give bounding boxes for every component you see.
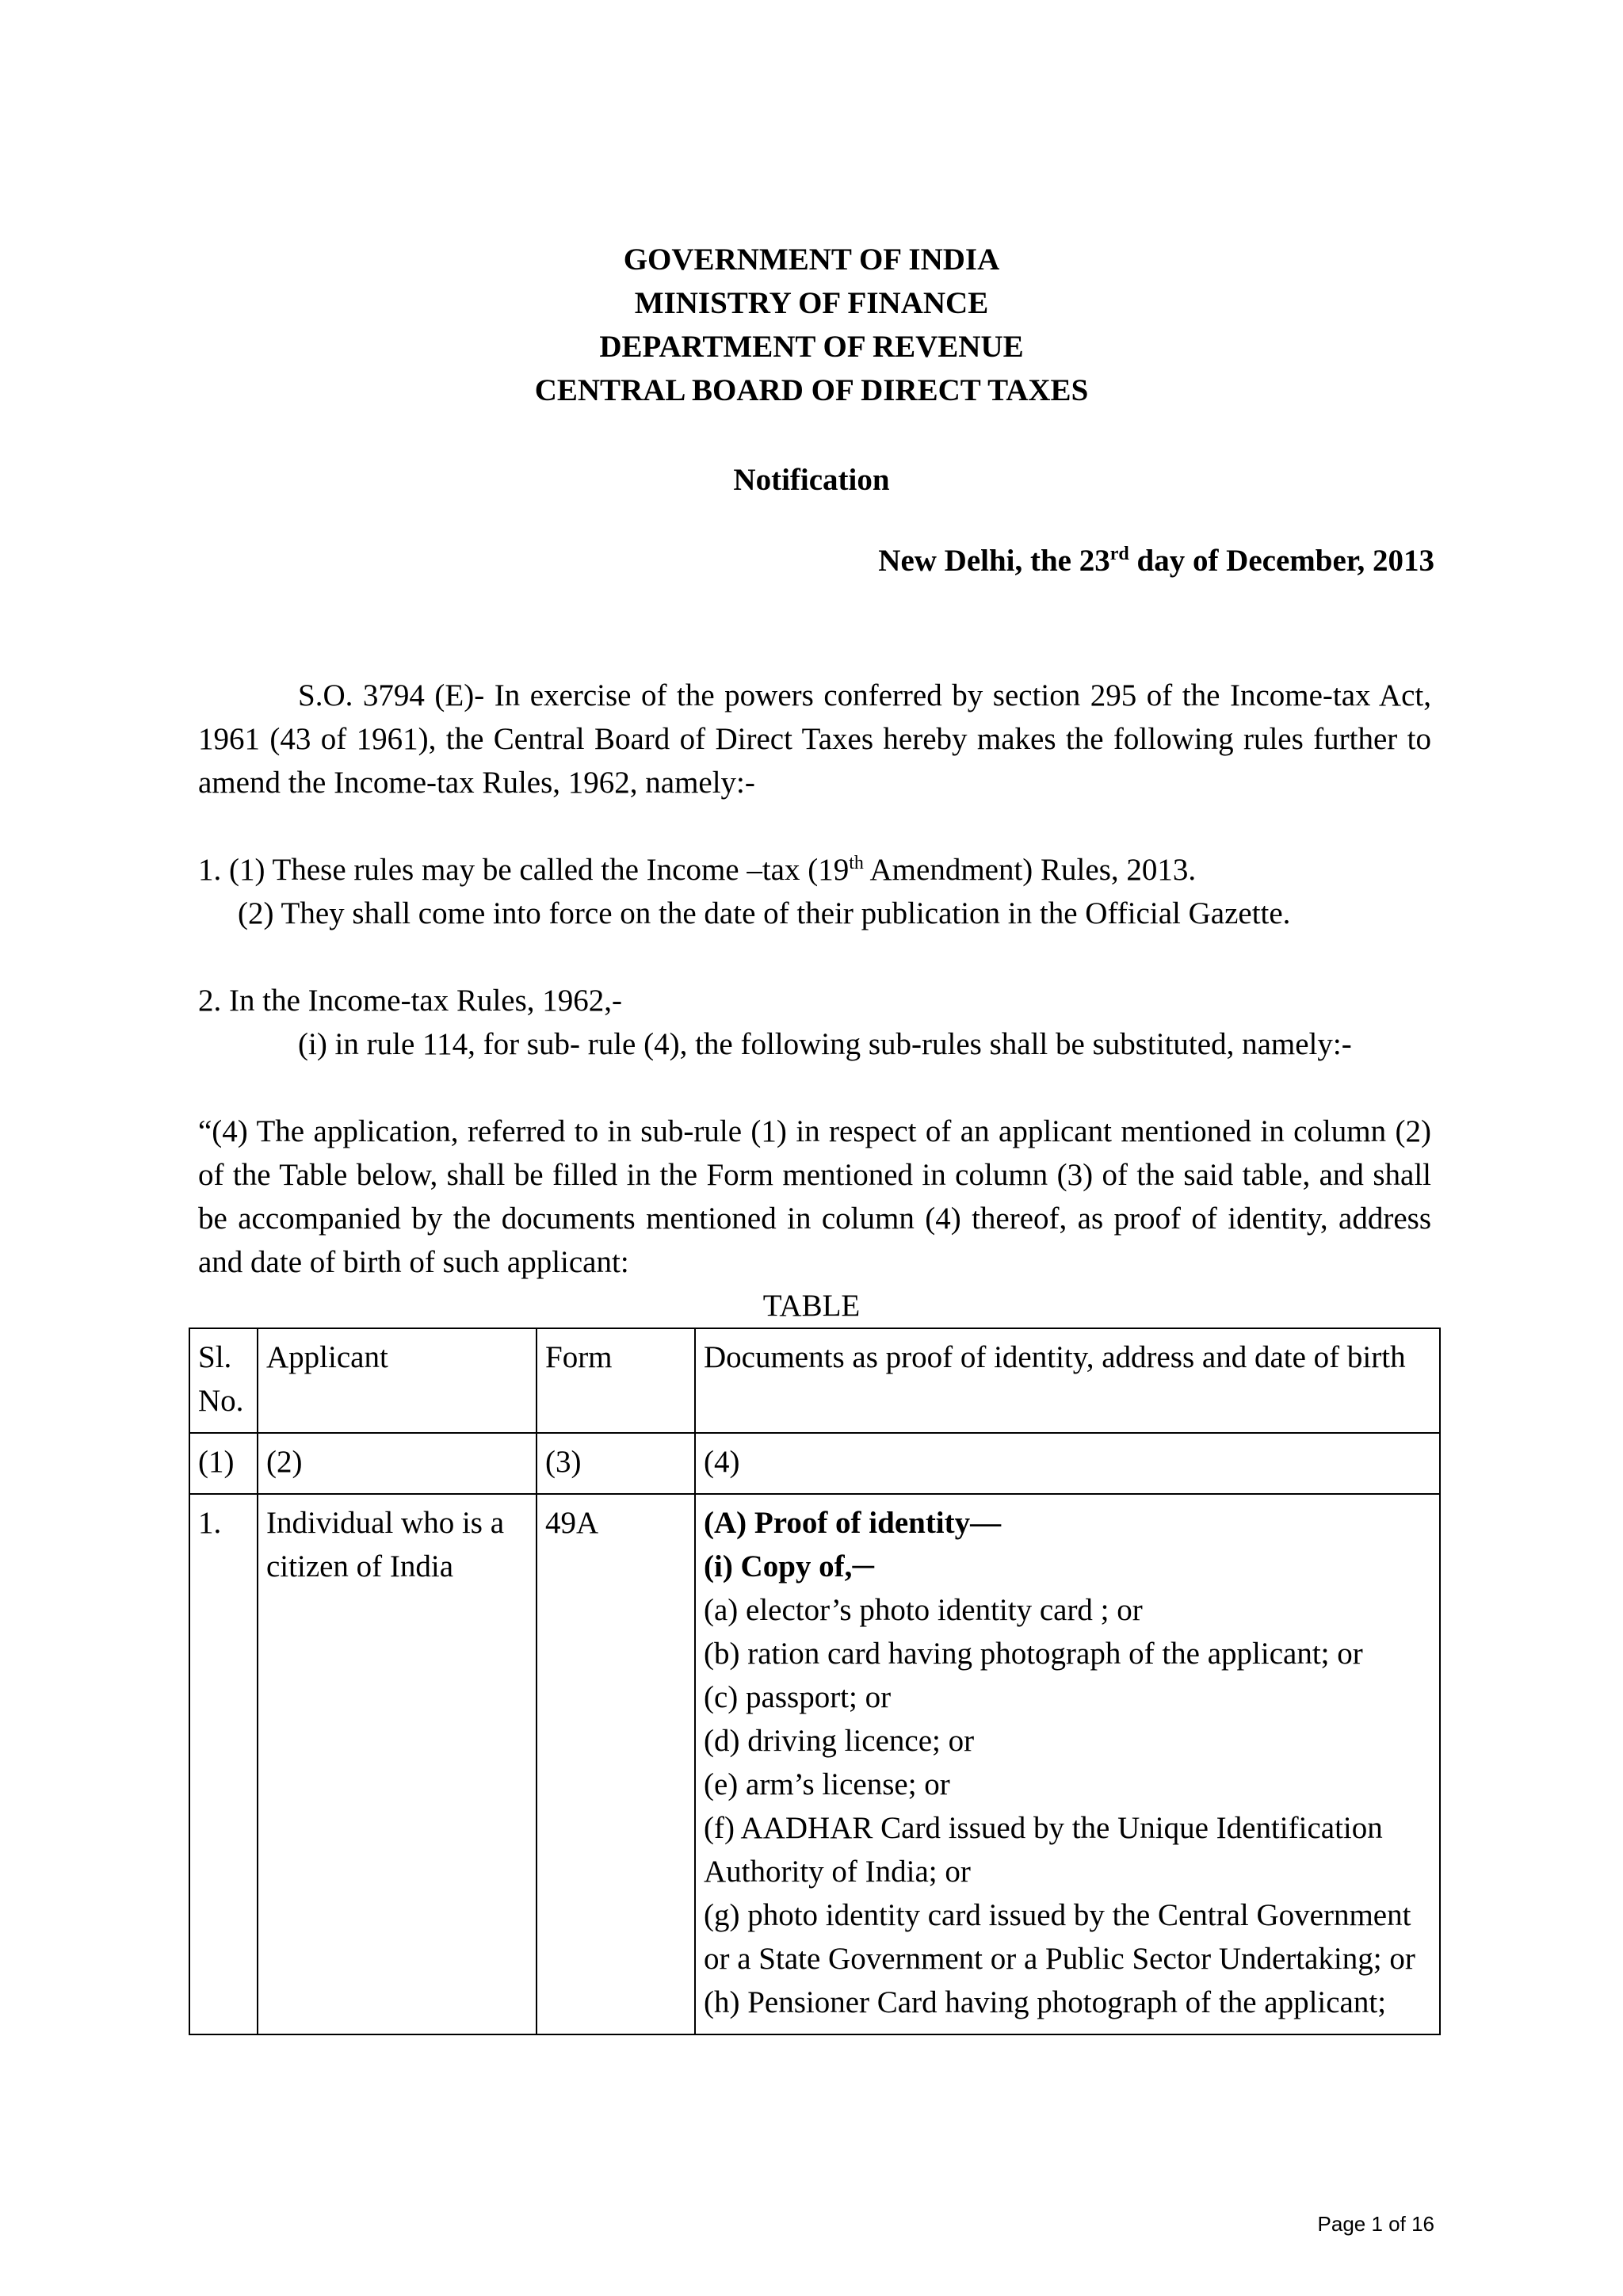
list-item: (d) driving licence; or (704, 1724, 975, 1758)
list-item: (e) arm’s license; or (704, 1767, 950, 1801)
rule-2 (198, 979, 1431, 1066)
rule-2-intro: 2. In the Income-tax Rules, 1962,- (198, 984, 623, 1018)
header-documents: Documents as proof of identity, address and date of birth (695, 1328, 1440, 1433)
header-department: DEPARTMENT OF REVENUE (599, 330, 1024, 364)
rule-1-title-rest: Amendment) Rules, 2013. (863, 853, 1197, 887)
rule-1-short-title (198, 848, 1431, 892)
rule-1 (198, 848, 1431, 935)
copy-of-subheading: (i) Copy of,─ (704, 1549, 875, 1584)
header-applicant: Applicant (258, 1328, 537, 1433)
list-item: (f) AADHAR Card issued by the Unique Identification Authority of India; or (704, 1811, 1383, 1889)
row-form: 49A (537, 1494, 695, 2034)
letterhead (0, 238, 1623, 412)
row-applicant: Individual who is a citizen of India (258, 1494, 537, 2034)
table-row (189, 1494, 1440, 2034)
col-number-3: (3) (537, 1433, 695, 1494)
rule-1-title-prefix: 1. (1) These rules may be called the Income –tax (19 (198, 853, 850, 887)
header-government: GOVERNMENT OF INDIA (623, 243, 1000, 277)
col-number-4: (4) (695, 1433, 1440, 1494)
dateline-ordinal: rd (1109, 544, 1129, 564)
rule-2-clause-i: (i) in rule 114, for sub- rule (4), the following sub-rules shall be substituted, namely:- (298, 1027, 1352, 1061)
dateline-prefix: New Delhi, the 23 (878, 544, 1110, 578)
table-header-row (189, 1328, 1440, 1433)
list-item: (b) ration card having photograph of the applicant; or (704, 1637, 1363, 1671)
list-item: (a) elector’s photo identity card ; or (704, 1593, 1143, 1627)
col-number-1: (1) (189, 1433, 258, 1494)
dateline (878, 539, 1434, 583)
sub-rule-4-paragraph: “(4) The application, referred to in sub-rule (1) in respect of an applicant mentioned in column (2) of the Table below, shall be filled in the Form mentioned in column (3) of the said table, and shall be accompanied by the documents mentioned in column (4) thereof, as proof of identity, address and date of birth of such applicant: (198, 1114, 1431, 1279)
notification-title: Notification (733, 463, 890, 497)
row-sl-no: 1. (189, 1494, 258, 2034)
dateline-rest: day of December, 2013 (1128, 544, 1434, 578)
page-number: Page 1 of 16 (1317, 2212, 1434, 2236)
row-documents (695, 1494, 1440, 2034)
table-caption: TABLE (762, 1289, 861, 1323)
header-sl-no: Sl. No. (189, 1328, 258, 1433)
list-item: (h) Pensioner Card having photograph of the applicant; (704, 1985, 1387, 2019)
header-ministry: MINISTRY OF FINANCE (634, 286, 989, 320)
proof-of-identity-heading: (A) Proof of identity— (704, 1506, 1002, 1540)
col-number-2: (2) (258, 1433, 537, 1494)
so-paragraph: S.O. 3794 (E)- In exercise of the powers conferred by section 295 of the Income-tax Act, 1961 (43 of 1961), the Central Board of Direct Taxes hereby makes the following rules further to amend the Income-tax Rules, 1962, namely:- (198, 678, 1431, 800)
table-numbering-row (189, 1433, 1440, 1494)
header-form: Form (537, 1328, 695, 1433)
list-item: (g) photo identity card issued by the Central Government or a State Government or a Public Sector Undertaking; or (704, 1898, 1415, 1976)
header-board: CENTRAL BOARD OF DIRECT TAXES (534, 373, 1089, 407)
rule-1-commencement: (2) They shall come into force on the date of their publication in the Official Gazette. (238, 896, 1291, 930)
documents-table (189, 1328, 1441, 2035)
list-item: (c) passport; or (704, 1680, 892, 1714)
rule-1-ordinal: th (849, 853, 864, 873)
